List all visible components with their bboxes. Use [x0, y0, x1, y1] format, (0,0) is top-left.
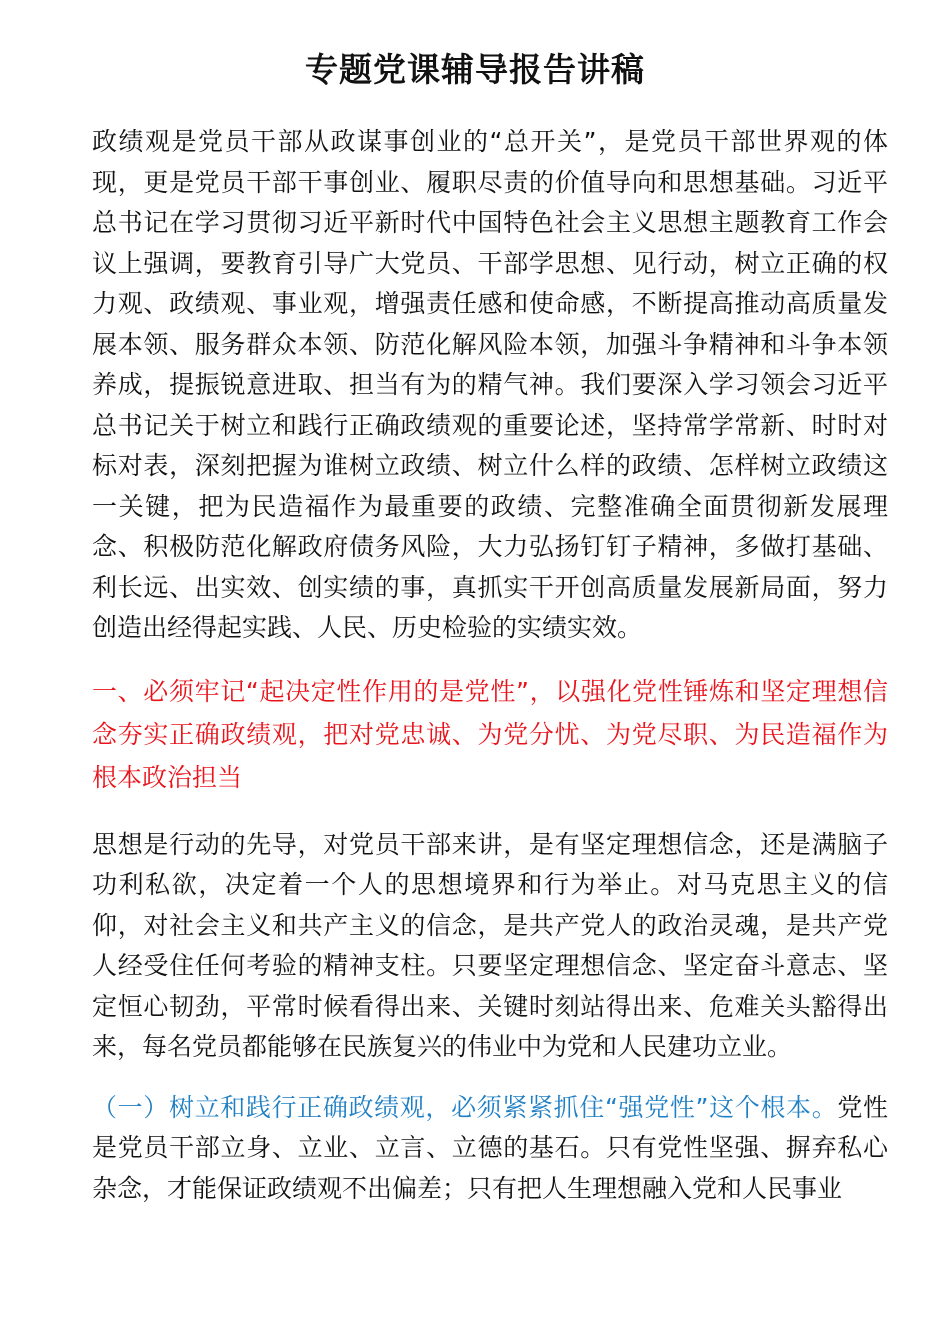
intro-paragraph: 政绩观是党员干部从政谋事创业的“总开关”，是党员干部世界观的体现，更是党员干部干事创业、履职尽责的价值导向和思想基础。习近平总书记在学习贯彻习近平新时代中国特色社会主义思想主题教育工作会议上强调，要教育引导广大党员、干部学思想、见行动，树立正确的权力观、政绩观、事业观，增强责任感和使命感，不断提高推动高质量发展本领、服务群众本领、防范化解风险本领，加强斗争精神和斗争本领养成，提振锐意进取、担当有为的精气神。我们要深入学习领会习近平总书记关于树立和践行正确政绩观的重要论述，坚持常学常新、时时对标对表，深刻把握为谁树立政绩、树立什么样的政绩、怎样树立政绩这一关键，把为民造福作为最重要的政绩、完整准确全面贯彻新发展理念、积极防范化解政府债务风险，大力弘扬钉钉子精神，多做打基础、利长远、出实效、创实绩的事，真抓实干开创高质量发展新局面，努力创造出经得起实践、人民、历史检验的实绩实效。	[92, 127, 888, 642]
document-body	[92, 122, 888, 1209]
subsection-1-text: 党性是党员干部立身、立业、立言、立德的基石。只有党性坚强、摒弃私心杂念，才能保证政绩观不出偏差；只有把人生理想融入党和人民事业	[92, 1092, 888, 1203]
section-1-heading: 一、必须牢记“起决定性作用的是党性”，以强化党性锤炼和坚定理想信念夯实正确政绩观，把对党忠诚、为党分忧、为党尽职、为民造福作为根本政治担当	[92, 676, 888, 792]
subsection-1-heading: （一）树立和践行正确政绩观，必须紧紧抓住“强党性”这个根本。	[92, 1092, 838, 1122]
document-title: 专题党课辅导报告讲稿	[305, 50, 645, 89]
subsection-1-paragraph	[92, 1088, 888, 1210]
section-1-paragraph: 思想是行动的先导，对党员干部来讲，是有坚定理想信念，还是满脑子功利私欲，决定着一个人的思想境界和行为举止。对马克思主义的信仰，对社会主义和共产主义的信念，是共产党人的政治灵魂，是共产党人经受住任何考验的精神支柱。只要坚定理想信念、坚定奋斗意志、坚定恒心韧劲，平常时候看得出来、关键时刻站得出来、危难关头豁得出来，每名党员都能够在民族复兴的伟业中为党和人民建功立业。	[92, 829, 888, 1061]
